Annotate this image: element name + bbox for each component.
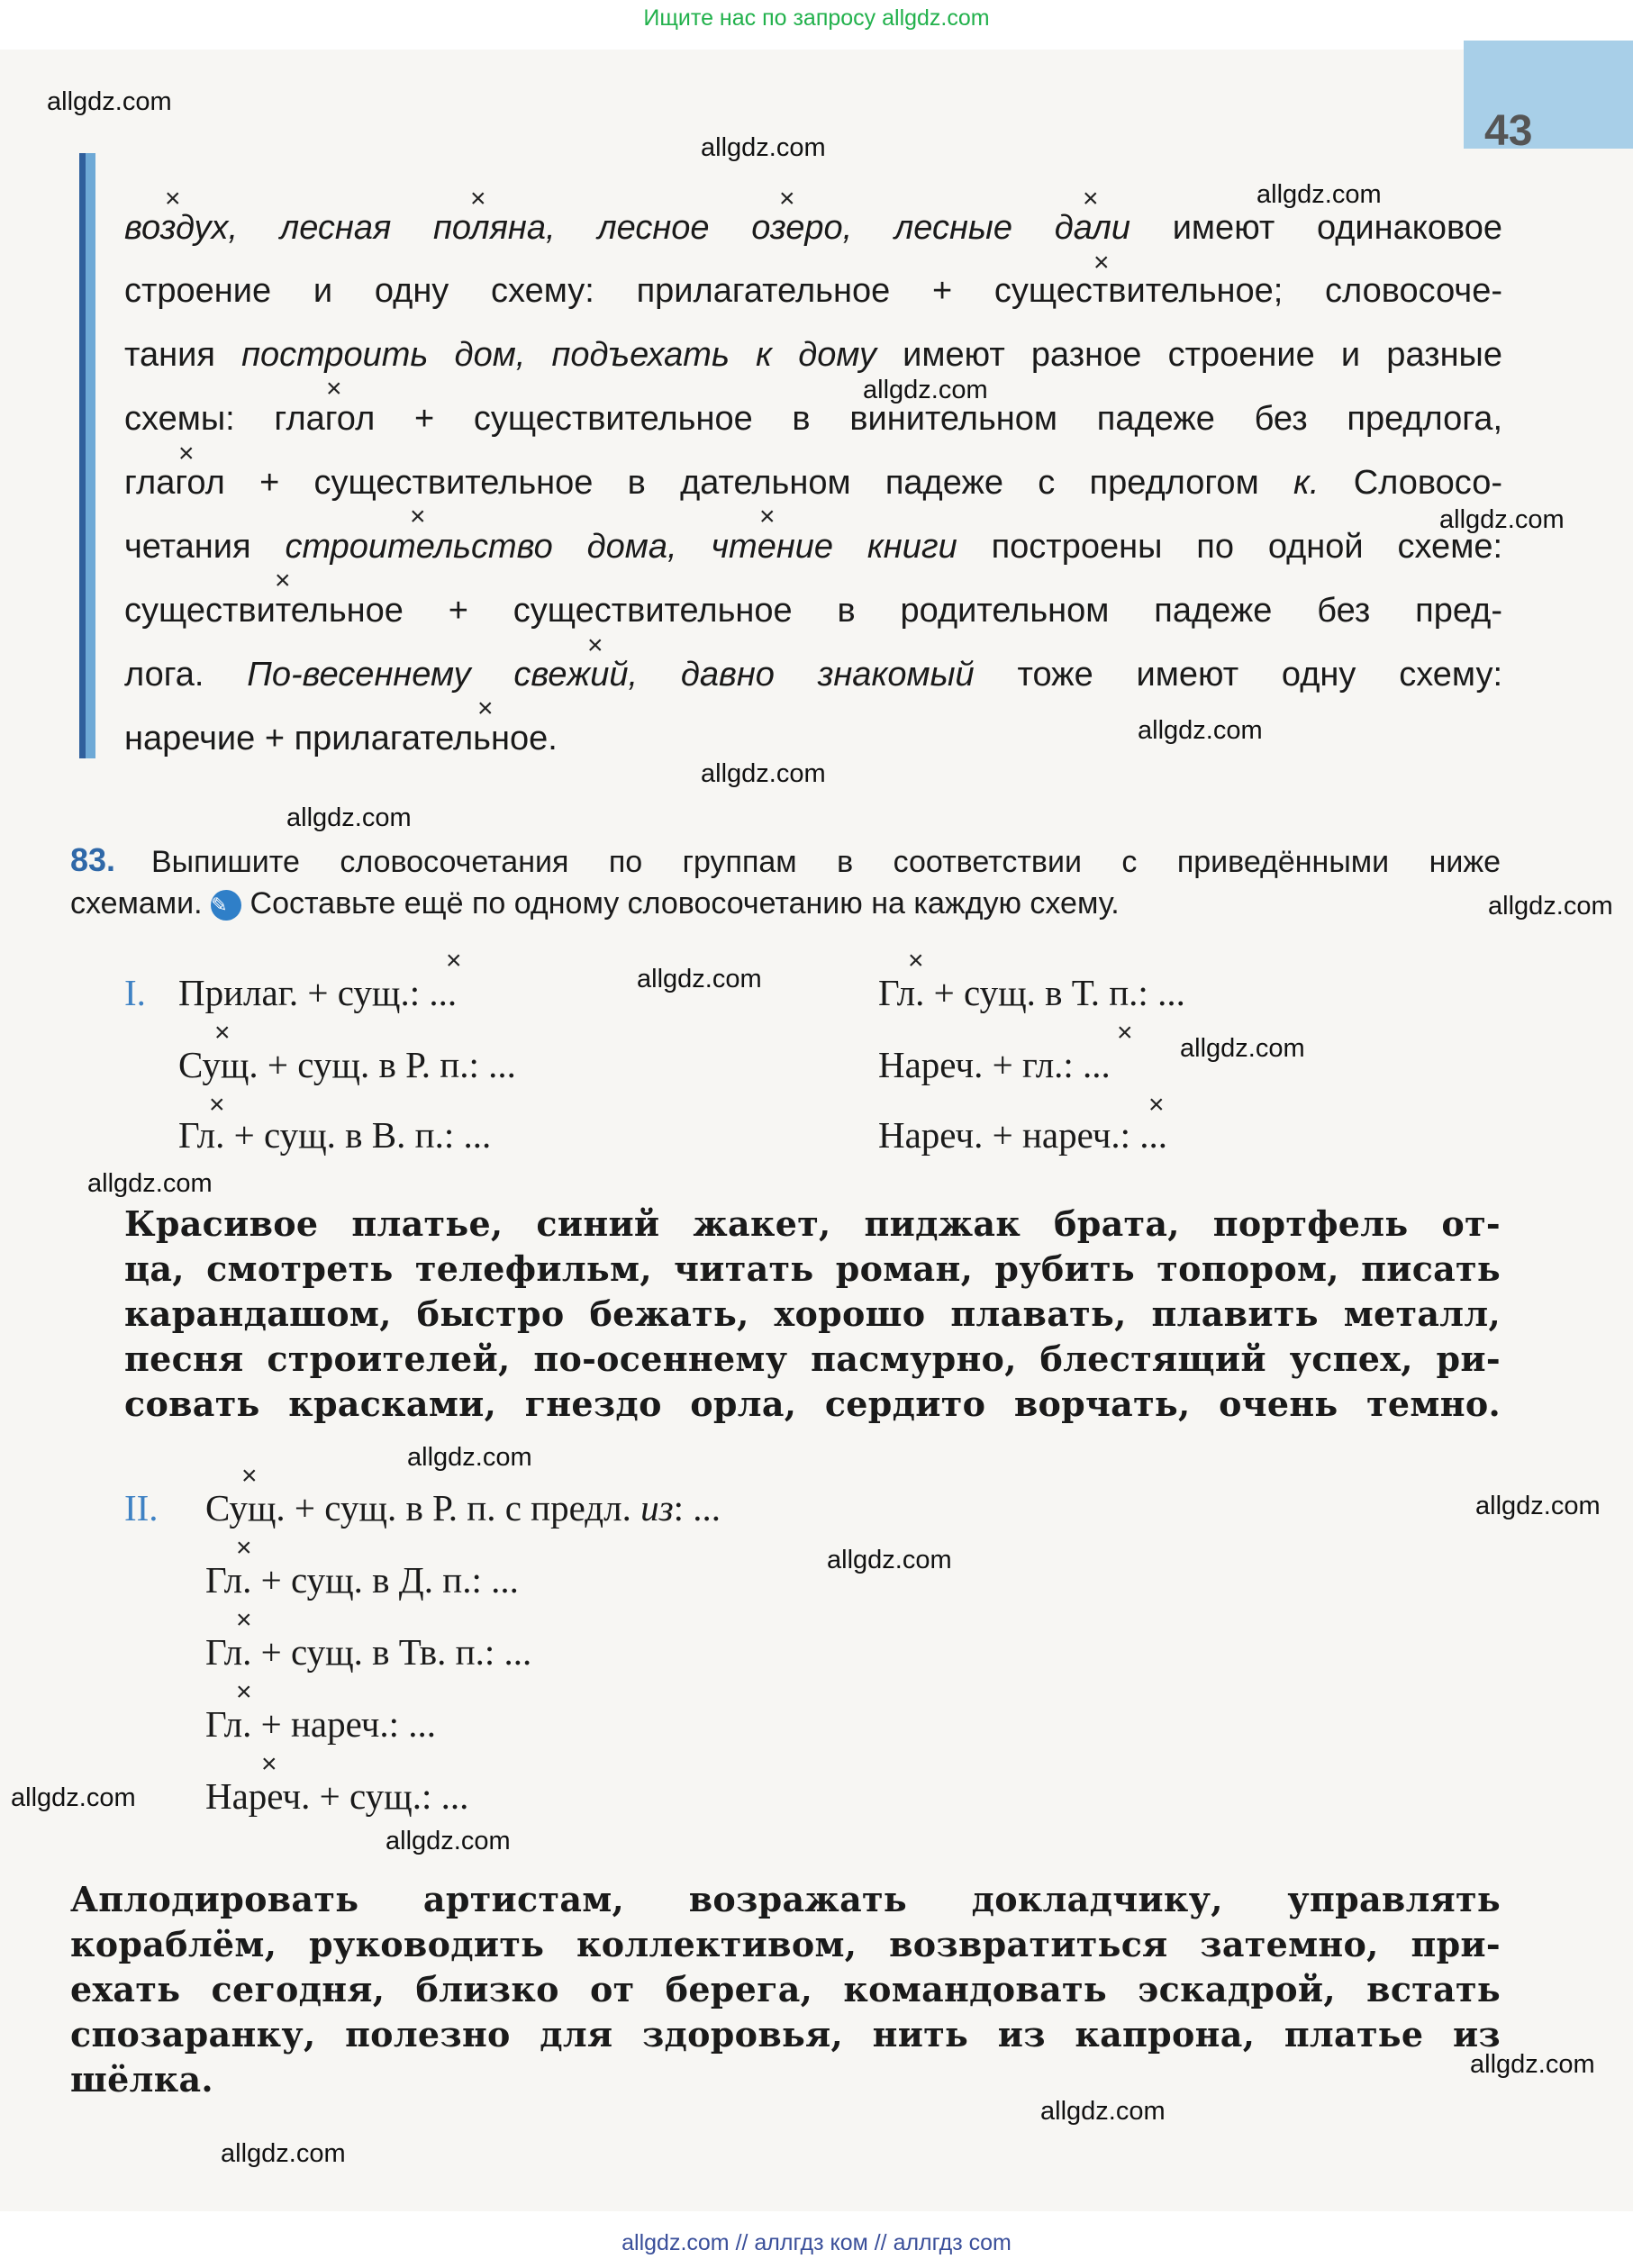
group-1-numeral: I.: [124, 972, 146, 1013]
main-word-mark: ×: [1117, 1018, 1133, 1048]
watermark: allgdz.com: [1439, 505, 1565, 534]
main-word-mark: ×: [236, 1605, 252, 1635]
main-word-mark: ×: [326, 374, 342, 404]
schema-1: Прилаг. + сущ.: ...: [178, 972, 458, 1013]
watermark: allgdz.com: [827, 1546, 952, 1574]
watermark: allgdz.com: [386, 1827, 511, 1855]
group-2-numeral: II.: [124, 1487, 159, 1529]
phrases-1-line-3: карандашом, быстро бежать, хорошо плавать, плавить металл,: [124, 1293, 1501, 1334]
watermark: allgdz.com: [1138, 716, 1263, 745]
watermark: allgdz.com: [1040, 2097, 1166, 2126]
schema-3: Гл. + сущ. в В. п.: ...: [178, 1114, 492, 1156]
watermark: allgdz.com: [701, 133, 826, 162]
main-word-mark: ×: [214, 1018, 231, 1048]
watermark: allgdz.com: [11, 1783, 136, 1812]
rule-line-1: воздух, лесная поляна, лесное озеро, лесные дали имеют одинаковое: [124, 209, 1502, 247]
task-text-2: схемами. ✎ Составьте ещё по одному словосочетанию на каждую схему.: [70, 886, 1120, 921]
watermark: allgdz.com: [221, 2139, 346, 2168]
rule-line-9: наречие + прилагательное.: [124, 720, 558, 758]
phrases-2-line-5: шёлка.: [70, 2059, 213, 2100]
task-text-1: Выпишите словосочетания по группам в соответствии с приведёнными ниже: [151, 845, 1501, 879]
main-word-mark: ×: [446, 946, 462, 975]
phrases-1-line-2: ца, смотреть телефильм, читать роман, рубить топором, писать: [124, 1248, 1501, 1289]
page-number: 43: [1484, 107, 1533, 155]
task-number: 83.: [70, 841, 116, 878]
watermark: allgdz.com: [701, 759, 826, 788]
phrases-1-line-1: Красивое платье, синий жакет, пиджак брата, портфель от-: [124, 1203, 1501, 1244]
phrases-2-line-3: ехать сегодня, близко от берега, командовать эскадрой, встать: [70, 1969, 1501, 2009]
main-word-mark: ×: [178, 439, 195, 468]
main-word-mark: ×: [241, 1461, 258, 1491]
schema-5: Нареч. + гл.: ...: [878, 1044, 1111, 1085]
watermark: allgdz.com: [407, 1443, 532, 1472]
main-word-mark: ×: [275, 566, 291, 595]
phrases-2-line-4: спозаранку, полезно для здоровья, нить из капрона, платье из: [70, 2014, 1501, 2055]
bottom-banner[interactable]: allgdz.com // аллгдз ком // аллгдз com: [621, 2230, 1012, 2255]
rule-line-6: четания строительство дома, чтение книги построены по одной схеме:: [124, 528, 1503, 566]
schema-7: Сущ. + сущ. в Р. п. с предл. из: ...: [205, 1487, 721, 1529]
phrases-1-line-5: совать красками, гнездо орла, сердито ворчать, очень темно.: [124, 1383, 1501, 1424]
rule-line-3: тания построить дом, подъехать к дому имеют разное строение и разные: [124, 336, 1503, 374]
main-word-mark: ×: [470, 184, 486, 213]
watermark: allgdz.com: [87, 1169, 213, 1198]
main-word-mark: ×: [587, 631, 603, 660]
schema-4: Гл. + сущ. в Т. п.: ...: [878, 972, 1185, 1013]
rule-line-2: строение и одну схему: прилагательное + существительное; словосоче-: [124, 272, 1502, 310]
main-word-mark: ×: [261, 1749, 277, 1779]
watermark: allgdz.com: [1180, 1034, 1305, 1063]
schema-2: Сущ. + сущ. в Р. п.: ...: [178, 1044, 516, 1085]
main-word-mark: ×: [1148, 1090, 1165, 1120]
pencil-icon: ✎: [211, 890, 241, 921]
watermark: allgdz.com: [47, 87, 172, 116]
schema-6: Нареч. + нареч.: ...: [878, 1114, 1168, 1156]
watermark: allgdz.com: [637, 965, 762, 993]
rule-line-8: лога. По-весеннему свежий, давно знакомый тоже имеют одну схему:: [124, 656, 1503, 694]
main-word-mark: ×: [209, 1090, 225, 1120]
main-word-mark: ×: [1093, 248, 1110, 277]
main-word-mark: ×: [779, 184, 795, 213]
phrases-1-line-4: песня строителей, по-осеннему пасмурно, блестящий успех, ри-: [124, 1338, 1501, 1379]
main-word-mark: ×: [165, 184, 181, 213]
phrases-2-line-1: Аплодировать артистам, возражать докладчику, управлять: [70, 1879, 1501, 1919]
rule-line-5: глагол + существительное в дательном падеже с предлогом к. Словосо-: [124, 464, 1502, 502]
phrases-2-line-2: кораблём, руководить коллективом, возвратиться затемно, при-: [70, 1924, 1501, 1964]
rule-line-7: существительное + существительное в родительном падеже без пред-: [124, 592, 1502, 630]
schema-10: Гл. + нареч.: ...: [205, 1703, 437, 1745]
schema-11: Нареч. + сущ.: ...: [205, 1775, 469, 1817]
watermark: allgdz.com: [286, 803, 412, 832]
main-word-mark: ×: [759, 502, 776, 531]
main-word-mark: ×: [410, 502, 426, 531]
watermark: allgdz.com: [1257, 180, 1382, 209]
main-word-mark: ×: [1083, 184, 1099, 213]
main-word-mark: ×: [236, 1533, 252, 1563]
watermark: allgdz.com: [863, 376, 988, 404]
main-word-mark: ×: [236, 1677, 252, 1707]
rule-sidebar: [79, 153, 95, 758]
rule-line-4: схемы: глагол + существительное в винительном падеже без предлога,: [124, 400, 1502, 438]
watermark: allgdz.com: [1475, 1492, 1601, 1520]
schema-9: Гл. + сущ. в Тв. п.: ...: [205, 1631, 532, 1673]
watermark: allgdz.com: [1470, 2050, 1595, 2079]
top-banner[interactable]: Ищите нас по запросу allgdz.com: [643, 5, 990, 31]
main-word-mark: ×: [477, 694, 494, 723]
watermark: allgdz.com: [1488, 892, 1613, 921]
main-word-mark: ×: [908, 946, 924, 975]
schema-8: Гл. + сущ. в Д. п.: ...: [205, 1559, 519, 1601]
